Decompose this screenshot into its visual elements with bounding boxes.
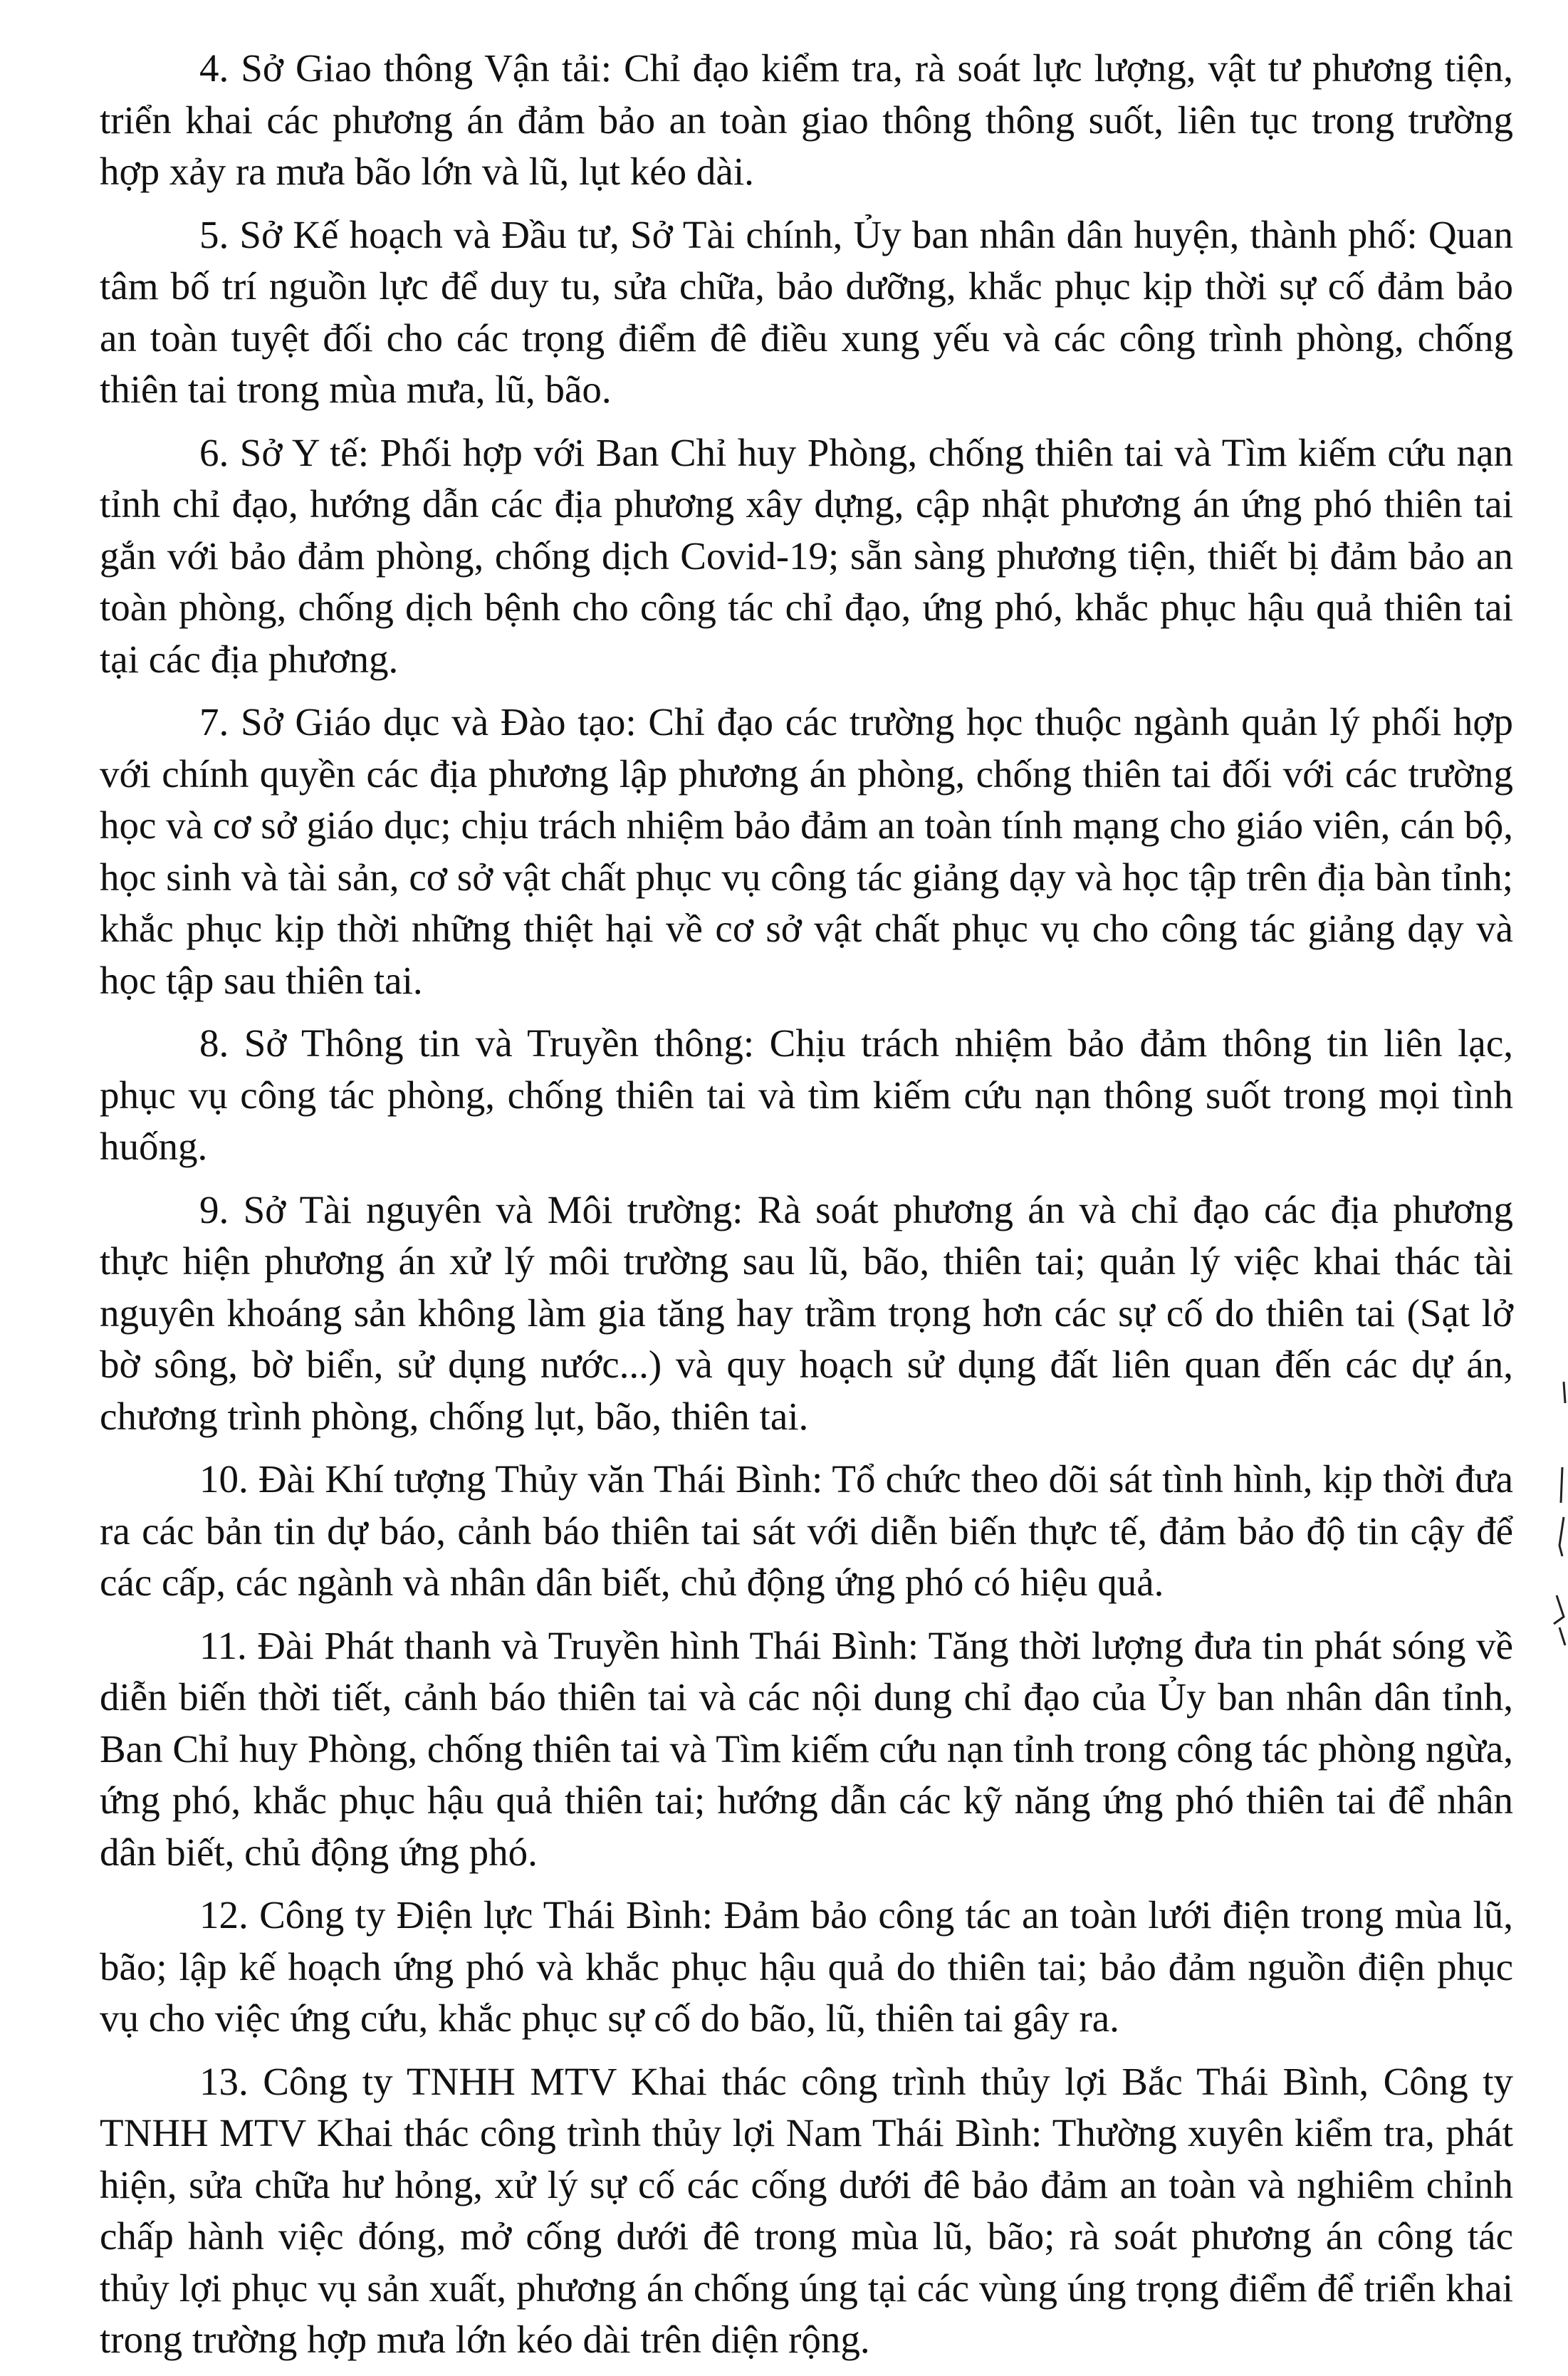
paragraph-6: 6. Sở Y tế: Phối hợp với Ban Chỉ huy Phòng, chống thiên tai và Tìm kiếm cứu nạn tỉnh chỉ đạo, hướng dẫn các địa phương xây dựng, cập nhật phương án ứng phó thiên tai gắn với bảo đảm phòng, chống dịch Covid-19; sẵn sàng phương tiện, thiết bị đảm bảo an toàn phòng, chống dịch bệnh cho công tác chỉ đạo, ứng phó, khắc phục hậu quả thiên tai tại các địa phương.: [100, 430, 1513, 681]
paragraph-13: 13. Công ty TNHH MTV Khai thác công trình thủy lợi Bắc Thái Bình, Công ty TNHH MTV Khai thác công trình thủy lợi Nam Thái Bình: Thường xuyên kiểm tra, phát hiện, sửa chữa hư hỏng, xử lý sự cố các cống dưới đê bảo đảm an toàn và nghiêm chỉnh chấp hành việc đóng, mở cống dưới đê trong mùa lũ, bão; rà soát phương án công tác thủy lợi phục vụ sản xuất, phương án chống úng tại các vùng úng trọng điểm để triển khai trong trường hợp mưa lớn kéo dài trên diện rộng.: [100, 2059, 1513, 2361]
paragraph-5: 5. Sở Kế hoạch và Đầu tư, Sở Tài chính, Ủy ban nhân dân huyện, thành phố: Quan tâm bố trí nguồn lực để duy tu, sửa chữa, bảo dưỡng, khắc phục kịp thời sự cố đảm bảo an toàn tuyệt đối cho các trọng điểm đê điều xung yếu và các công trình phòng, chống thiên tai trong mùa mưa, lũ, bão.: [100, 212, 1513, 411]
paragraph-7: 7. Sở Giáo dục và Đào tạo: Chỉ đạo các trường học thuộc ngành quản lý phối hợp với chính quyền các địa phương lập phương án phòng, chống thiên tai đối với các trường học và cơ sở giáo dục; chịu trách nhiệm bảo đảm an toàn tính mạng cho giáo viên, cán bộ, học sinh và tài sản, cơ sở vật chất phục vụ công tác giảng dạy và học tập trên địa bàn tỉnh; khắc phục kịp thời những thiệt hại về cơ sở vật chất phục vụ cho công tác giảng dạy và học tập sau thiên tai.: [100, 700, 1513, 1002]
paragraph-8: 8. Sở Thông tin và Truyền thông: Chịu trách nhiệm bảo đảm thông tin liên lạc, phục vụ công tác phòng, chống thiên tai và tìm kiếm cứu nạn thông suốt trong mọi tình huống.: [100, 1021, 1513, 1168]
scan-edge-mark: [1549, 1382, 1568, 1667]
paragraph-11: 11. Đài Phát thanh và Truyền hình Thái Bình: Tăng thời lượng đưa tin phát sóng về diễn biến thời tiết, cảnh báo thiên tai và các nội dung chỉ đạo của Ủy ban nhân dân tỉnh, Ban Chỉ huy Phòng, chống thiên tai và Tìm kiếm cứu nạn tỉnh trong công tác phòng ngừa, ứng phó, khắc phục hậu quả thiên tai; hướng dẫn các kỹ năng ứng phó thiên tai để nhân dân biết, chủ động ứng phó.: [100, 1623, 1513, 1874]
paragraph-12: 12. Công ty Điện lực Thái Bình: Đảm bảo công tác an toàn lưới điện trong mùa lũ, bão; lập kế hoạch ứng phó và khắc phục hậu quả do thiên tai; bảo đảm nguồn điện phục vụ cho việc ứng cứu, khắc phục sự cố do bão, lũ, thiên tai gây ra.: [100, 1893, 1513, 2040]
document-page: [100, 43, 1513, 2366]
paragraph-4: 4. Sở Giao thông Vận tải: Chỉ đạo kiểm tra, rà soát lực lượng, vật tư phương tiện, triển khai các phương án đảm bảo an toàn giao thông thông suốt, liên tục trong trường hợp xảy ra mưa bão lớn và lũ, lụt kéo dài.: [100, 46, 1513, 193]
paragraph-9: 9. Sở Tài nguyên và Môi trường: Rà soát phương án và chỉ đạo các địa phương thực hiện phương án xử lý môi trường sau lũ, bão, thiên tai; quản lý việc khai thác tài nguyên khoáng sản không làm gia tăng hay trầm trọng hơn các sự cố do thiên tai (Sạt lở bờ sông, bờ biển, sử dụng nước...) và quy hoạch sử dụng đất liên quan đến các dự án, chương trình phòng, chống lụt, bão, thiên tai.: [100, 1187, 1513, 1438]
paragraph-10: 10. Đài Khí tượng Thủy văn Thái Bình: Tổ chức theo dõi sát tình hình, kịp thời đưa ra các bản tin dự báo, cảnh báo thiên tai sát với diễn biến thực tế, đảm bảo độ tin cậy để các cấp, các ngành và nhân dân biết, chủ động ứng phó có hiệu quả.: [100, 1457, 1513, 1604]
